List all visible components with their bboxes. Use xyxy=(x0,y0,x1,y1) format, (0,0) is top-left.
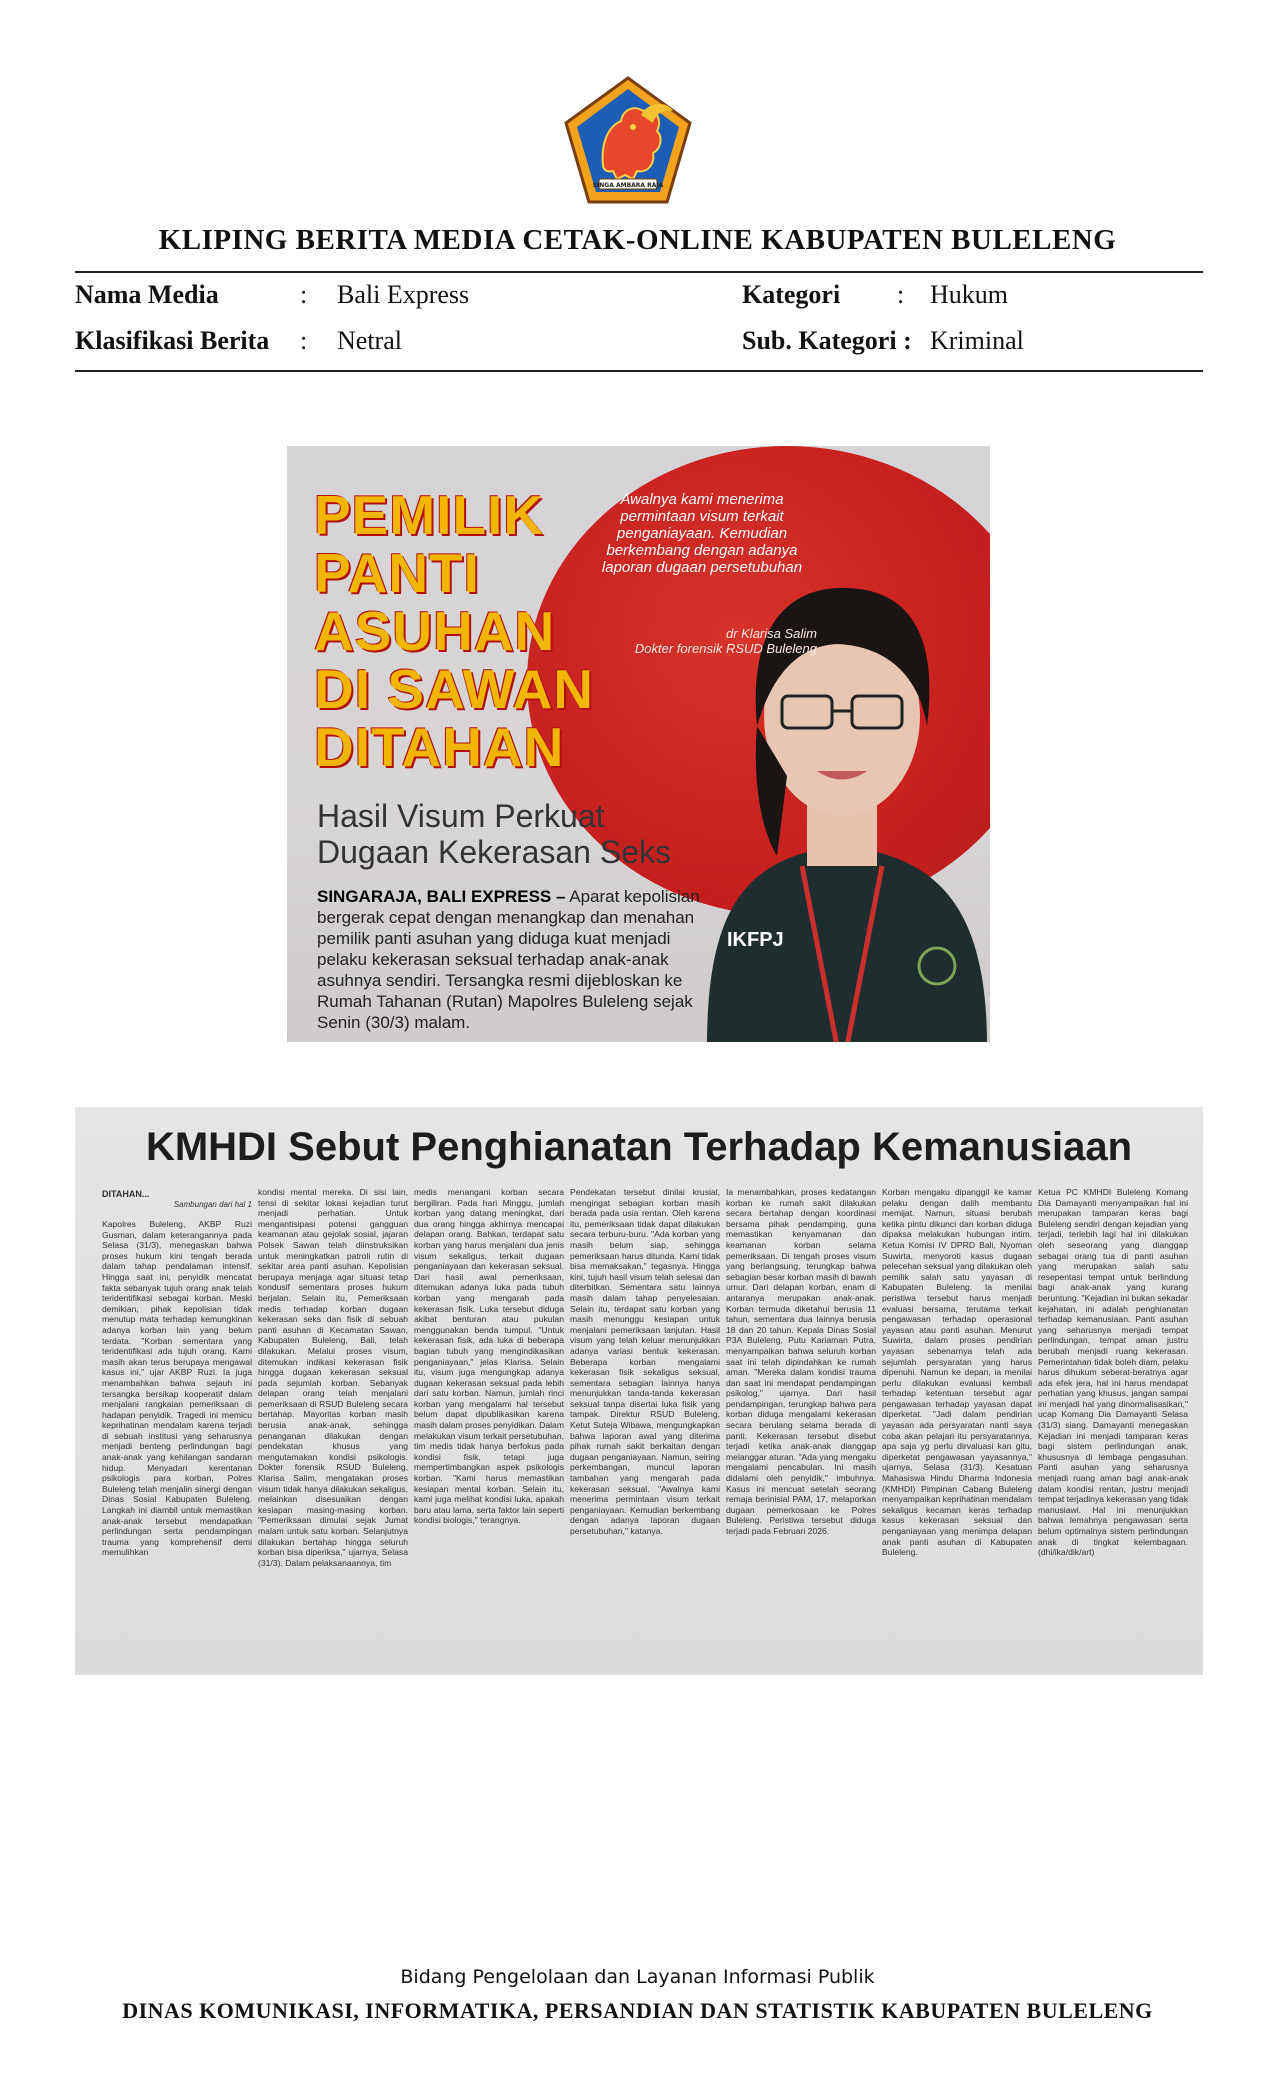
headline-line: PEMILIK xyxy=(314,484,545,546)
subheadline-line: Dugaan Kekerasan Seks xyxy=(317,834,671,870)
quote-source-title: Dokter forensik RSUD Buleleng xyxy=(634,641,817,656)
continued-sub: Sambungan dari hal 1 xyxy=(173,1199,252,1209)
article-column-7: Ketua PC KMHDI Buleleng Komang Dia Damayanti menyampaikan hal ini merupakan tamparan keras bagi Buleleng sendiri dengan kejadian yang terjadi, terlebih lagi hal ini dilakukan oleh seseorang yang dianggap sebagai orang tua di panti asuhan yang merupakan salah satu resepentasi tempat untuk berlindung bagi anak-anak yang kurang beruntung. "Kejadian ini bukan sekadar kejahatan, ini adalah penghianatan terhadap kemanusiaan. Panti asuhan yang seharusnya menjadi tempat perlindungan, tempat aman justru berubah menjadi ruang kekerasan. Pemerintahan tidak boleh diam, pelaku harus dihukum seberat-beratnya agar ada efek jera, hal ini harus mendapat perhatian yang khusus, jangan sampai ini menjadi hal yang dinormalisasikan," ucap Komang Dia Damayanti Selasa (31/3) siang. Damayanti menegaskan Kejadian ini menjadi tamparan keras bagi sistem perlindungan anak, khususnya di lembaga pengasuhan. Panti asuhan yang seharusnya menjadi ruang aman bagi anak-anak dalam kondisi rentan, justru menjadi tempat terjadinya kekerasan yang tidak manusiawi. Hal ini menunjukkan bahwa lemahnya pengawasan serta belum optimalnya sistem perlindungan anak di tingkat kelembagaan. (dhi/ika/dik/art) xyxy=(1038,1187,1188,1558)
front-page-headline xyxy=(314,486,594,776)
pull-quote: Awalnya kami menerima permintaan visum terkait penganiayaan. Kemudian berkembang dengan adanya laporan dugaan persetubuhan xyxy=(601,491,803,576)
colon: : xyxy=(300,326,308,355)
quote-source-name: dr Klarisa Salim xyxy=(725,626,817,641)
subkategori-label: Sub. Kategori : xyxy=(742,326,912,355)
media-label: Nama Media xyxy=(75,280,219,309)
media-value: Bali Express xyxy=(337,280,470,309)
meta-row-media xyxy=(75,280,1203,316)
headline-line: DI SAWAN xyxy=(314,658,594,720)
meta-row-klasifikasi xyxy=(75,326,1203,362)
article-column-6: Korban mengaku dipanggil ke kamar pelaku dengan dalih membantu memijat. Namun, situasi berubah ketika pintu dikunci dan korban diduga dipaksa melakukan hubungan intim. Ketua Komisi IV DPRD Bali, Nyoman Suwirta, menyoroti kasus dugaan pelecehan seksual yang dilakukan oleh pemilik salah satu yayasan di Kabupaten Buleleng. Ia menilai peristiwa tersebut harus menjadi evaluasi bersama, terutama terkait pengawasan terhadap operasional yayasan atau panti asuhan. Menurut Suwirta, dalam proses pendirian yayasan sebenarnya telah ada sejumlah persyaratan yang harus dipenuhi. Namun ke depan, ia menilai perlu dilakukan evaluasi kembali terhadap ketentuan tersebut agar pengawasan terhadap yayasan dapat diperketat. "Jadi dalam pendirian yayasan ada persyaratan nanti saya coba akan pelajari itu persyaratannya, apa saja yg perlu dirvaluasi kan gitu, diperketat pengawasan yayasannya," ujarnya, Selasa (31/3). Kesatuan Mahasiswa Hindu Dharma Indonesia (KMHDI) Pimpinan Cabang Buleleng menyampaikan keprihatinan mendalam sekaligus kecaman keras terhadap kasus kekerasan seksual dan penganiayaan yang menimpa delapan anak panti asuhan di Kabupaten Buleleng. xyxy=(882,1187,1032,1558)
headline-line: PANTI xyxy=(314,542,480,604)
buleleng-crest-logo xyxy=(563,75,693,205)
article-column-1: Kapolres Buleleng, AKBP Ruzi Gusman, dalam keterangannya pada Selasa (31/3), menegaskan bahwa proses hukum kini tengah berada dalam tahap pendalaman intensif. Hingga saat ini, penyidik mencatat fakta sebanyak tujuh orang anak telah teridentifikasi sebagai korban. Meski demikian, pihak kepolisian tidak menutup mata terhadap kemungkinan adanya korban lain yang belum terdata. "Korban sementara yang teridentifikasi ada tujuh orang. Kami masih akan terus berupaya mengawal kasus ini," ujar AKBP Ruzi. Ia juga menambahkan bahwa sejauh ini tersangka bersikap kooperatif dalam menjalani rangkaian pemeriksaan di hadapan penyidik. Tragedi ini memicu keprihatinan mendalam karena terjadi di sebuah institusi yang seharusnya menjadi benteng perlindungan bagi anak-anak yang kehilangan sandaran hidup. Menyadari kerentanan psikologis para korban, Polres Buleleng telah menjalin sinergi dengan Dinas Sosial Kabupaten Buleleng. Langkah ini diambil untuk memastikan anak-anak tersebut mendapatkan perlindungan serta pendampingan trauma yang komprehensif demi memulihkan xyxy=(102,1219,252,1558)
subkategori-value: Kriminal xyxy=(930,326,1024,355)
subheadline-line: Hasil Visum Perkuat xyxy=(317,798,605,834)
continued-marker xyxy=(102,1189,252,1210)
kategori-label: Kategori xyxy=(742,280,841,309)
headline-line: ASUHAN xyxy=(314,600,556,662)
lead-text: Aparat kepolisian bergerak cepat dengan menangkap dan menahan pemilik panti asuhan yang diduga kuat menjadi pelaku kekerasan seksual terhadap anak-anak asuhnya sendiri. Tersangka resmi dijebloskan ke Rumah Tahanan (Rutan) Mapolres Buleleng sejak Senin (30/3) malam. xyxy=(317,887,700,1032)
continued-label: DITAHAN... xyxy=(102,1189,150,1199)
front-page-subheadline xyxy=(317,798,671,870)
continuation-headline: KMHDI Sebut Penghianatan Terhadap Kemanusiaan xyxy=(145,1125,1133,1169)
news-clipping-continuation xyxy=(75,1107,1203,1675)
pull-quote-source xyxy=(587,626,817,656)
singa-ambara-raja-crest-icon xyxy=(563,75,693,205)
crest-caption: SINGA AMBARA RAJA xyxy=(592,182,664,189)
footer-division: Bidang Pengelolaan dan Layanan Informasi Publik xyxy=(400,1966,875,1988)
colon: : xyxy=(300,280,308,309)
klasifikasi-value: Netral xyxy=(337,326,402,355)
klasifikasi-label: Klasifikasi Berita xyxy=(75,326,270,355)
kategori-value: Hukum xyxy=(930,280,1008,309)
headline-line: DITAHAN xyxy=(314,716,565,778)
divider-top xyxy=(75,271,1203,273)
divider-bottom xyxy=(75,370,1203,372)
shirt-text: IKFPJ xyxy=(727,929,784,951)
news-clipping-front-page xyxy=(287,446,990,1042)
article-column-5: Ia menambahkan, proses kedatangan korban ke rumah sakit dilakukan secara bertahap dengan koordinasi bersama pihak pendamping, guna memastikan kenyamanan dan keamanan korban selama pemeriksaan. Di tengah proses visum yang berlangsung, terungkap bahwa sebagian besar korban masih di bawah umur. Dari delapan korban, enam di antaranya merupakan anak-anak. Korban termuda diketahui berusia 11 tahun, sementara dua lainnya berusia 18 dan 20 tahun. Kepala Dinas Sosial P3A Buleleng, Putu Kariaman Putra, menyampaikan bahwa seluruh korban saat ini telah dipindahkan ke rumah aman. "Mereka dalam kondisi trauma dan saat ini mendapat pendampingan psikolog," ujarnya. Dari hasil pendampingan, terungkap bahwa para korban diduga mengalami kekerasan secara berulang selama berada di panti. Kekerasan tersebut disebut terjadi ketika anak-anak dianggap melanggar aturan. "Ada yang mengaku mengalami pencabulan. Ini masih didalami oleh penyidik," imbuhnya. Kasus ini mencuat setelah seorang remaja berinisial PAM, 17, melaporkan dugaan pemerkosaan ke Polres Buleleng. Peristiwa tersebut diduga terjadi pada Februari 2026. xyxy=(726,1187,876,1536)
document-title: KLIPING BERITA MEDIA CETAK-ONLINE KABUPATEN BULELENG xyxy=(158,224,1117,256)
dateline: SINGARAJA, BALI EXPRESS – xyxy=(317,887,566,906)
colon: : xyxy=(897,280,905,309)
article-column-4: Pendekatan tersebut dinilai krusial, mengingat sebagian korban masih berada pada usia rentan. Oleh karena itu, pemeriksaan tidak dapat dilakukan secara terburu-buru. "Ada korban yang masih belum siap, sehingga pemeriksaan harus ditunda. Kami tidak bisa memaksakan," tegasnya. Hingga kini, tujuh hasil visum telah selesai dan diterbitkan. Sementara satu lainnya masih dalam tahap penyelesaian. Selain itu, terdapat satu korban yang masih menunggu kesiapan untuk menjalani pemeriksaan lanjutan. Hasil visum yang telah keluar menunjukkan adanya variasi bentuk kekerasan. Beberapa korban mengalami kekerasan fisik sekaligus seksual, sementara sebagian lainnya hanya menunjukkan tanda-tanda kekerasan seksual tanpa disertai luka fisik yang tampak. Direktur RSUD Buleleng, Ketut Suteja Wibawa, mengungkapkan bahwa laporan awal yang diterima pihak rumah sakit berkaitan dengan dugaan penganiayaan. Namun, seiring perkembangan, muncul laporan tambahan yang mengarah pada kekerasan seksual. "Awalnya kami menerima permintaan visum terkait penganiayaan. Kemudian berkembang dengan adanya laporan dugaan persetubuhan," katanya. xyxy=(570,1187,720,1536)
doctor-portrait-icon xyxy=(687,526,990,1042)
article-column-2: kondisi mental mereka. Di sisi lain, tensi di sekitar lokasi kejadian turut menjadi perhatian. Untuk mengantisipasi potensi gangguan keamanan atau gejolak sosial, jajaran Polsek Sawan telah diinstruksikan untuk meningkatkan patroli rutin di sekitar area panti asuhan. Kepolisian berupaya menjaga agar situasi tetap kondusif sementara proses hukum berjalan. Selain itu, Pemeriksaan medis terhadap korban dugaan kekerasan seks dan fisik di sebuah panti asuhan di Kecamatan Sawan, Kabupaten Buleleng, Bali, telah dilakukan. Melalui proses visum, ditemukan indikasi kekerasan fisik hingga dugaan kekerasan seksual pada sejumlah korban. Sebanyak delapan orang telah menjalani pemeriksaan di RSUD Buleleng secara bertahap. Mayoritas korban masih berusia anak-anak, sehingga penanganan dilakukan dengan pendekatan khusus yang mengutamakan kondisi psikologis. Dokter forensik RSUD Buleleng, Klarisa Salim, mengatakan proses visum tidak hanya dilakukan sekaligus, melainkan disesuaikan dengan kesiapan masing-masing korban. "Pemeriksaan dimulai sejak Jumat malam untuk satu korban. Selanjutnya dilakukan bertahap hingga seluruh korban bisa diperiksa," ujarnya, Selasa (31/3). Dalam pelaksanaannya, tim xyxy=(258,1187,408,1568)
article-column-3: medis menangani korban secara bergiliran. Pada hari Minggu, jumlah korban yang datang meningkat, dari dua orang hingga akhirnya mencapai delapan orang. Bahkan, terdapat satu korban yang harus menjalani dua jenis visum sekaligus, terkait dugaan penganiayaan dan kekerasan seksual. Dari hasil awal pemeriksaan, ditemukan adanya luka pada tubuh korban yang mengarah pada kekerasan fisik. Luka tersebut diduga akibat benturan atau pukulan menggunakan benda tumpul. "Untuk kekerasan fisik, ada luka di beberapa bagian tubuh yang mengindikasikan penganiayaan," jelas Klarisa. Selain itu, visum juga mengungkap adanya dugaan kekerasan seksual pada lebih dari satu korban. Namun, jumlah rinci korban yang mengalami hal tersebut belum dapat dipublikasikan karena masih dalam proses penyidikan. Dalam melakukan visum terkait persetubuhan, tim medis tidak hanya berfokus pada kondisi fisik, tetapi juga mempertimbangkan aspek psikologis korban. "Kami harus memastikan kesiapan mental korban. Selain itu, kami juga melihat kondisi luka, apakah baru atau lama, serta faktor lain seperti kondisi biologis," terangnya. xyxy=(414,1187,564,1526)
footer-agency: DINAS KOMUNIKASI, INFORMATIKA, PERSANDIAN DAN STATISTIK KABUPATEN BULELENG xyxy=(122,1998,1153,2023)
lead-paragraph xyxy=(317,886,717,1033)
